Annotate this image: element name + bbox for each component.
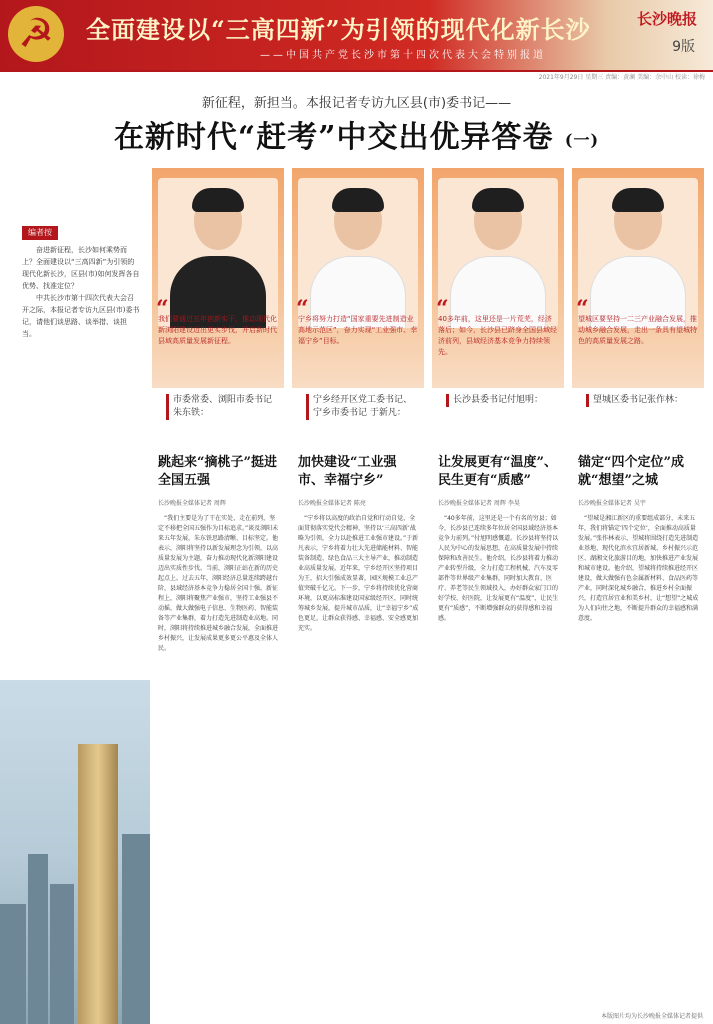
- column-title: 让发展更有“温度”、民生更有“质感”: [438, 455, 557, 488]
- interviewee-role: 市委常委、浏阳市委书记朱东铁：: [166, 394, 276, 420]
- page-headline: [0, 112, 713, 156]
- interviewee-role: 宁乡经开区党工委书记、宁乡市委书记 于新凡：: [306, 394, 416, 420]
- tower-building: [78, 744, 118, 1024]
- headline-number: (一): [564, 130, 600, 150]
- article-body: “40多年前，这里还是一个有名的穷县；如今，长沙县已连续多年位居全国县域经济基本竞争力前列。”付旭明感慨道。长沙县将坚持以人民为中心的发展思想，在高质量发展中持续保障和改善民生。他介绍，长沙县将着力推动产业转型升级，全力打造工程机械、汽车及零部件等世界级产业集群，同时加大教育、医疗、养老等民生领域投入，办好群众家门口的好学校、好医院，让发展更有“温度”，让民生更有“质感”，不断增强群众的获得感和幸福感。: [438, 515, 559, 622]
- article-body: “宁乡将以高度的政治自觉和行动自觉，全面贯彻落实党代会精神，坚持以‘三高四新’战略为引领，全力以赴推进工业强市建设。”于新凡表示，宁乡将着力壮大先进储能材料、智能装备制造、绿色食品三大主导产业，推动制造业高质量发展。近年来，宁乡经开区坚持项目为王，招大引强成效显著，园区规模工业总产值突破千亿元。下一步，宁乡将持续优化营商环境，以更高标准建设国家级经开区，同时统筹城乡发展，提升城市品质，让“幸福宁乡”成色更足，让群众获得感、幸福感、安全感更加充实。: [298, 515, 419, 632]
- banner-title: 全面建设以“三高四新”为引领的现代化新长沙: [86, 15, 591, 44]
- interviewee-role: 望城区委书记张作林：: [586, 394, 696, 407]
- column-title: 加快建设“工业强市、幸福宁乡”: [298, 455, 397, 488]
- headline-kicker: 新征程，新担当。本报记者专访九区县(市)委书记——: [201, 96, 512, 111]
- portrait-photo: [438, 178, 558, 328]
- headline-text: 在新时代“赶考”中交出优异答卷: [113, 120, 554, 155]
- column-title: 锚定“四个定位”成就“想望”之城: [578, 455, 684, 488]
- editor-note-tag: 编者按: [22, 226, 58, 240]
- portrait-photo: [158, 178, 278, 328]
- quote-icon: “: [296, 296, 309, 322]
- party-emblem-icon: ☭: [8, 6, 64, 62]
- page-edition: 9版: [672, 39, 695, 55]
- article-body: “望城是湘江新区的重要组成部分，未来五年，我们将锚定‘四个定位’，全面推动高质量发展。”张作林表示，望城将围绕打造先进制造业基地、现代化滨水宜居新城、乡村振兴示范区、湖湘文化旅游目的地，加快推进产业发展和城市建设。他介绍，望城将持续推进经开区建设，做大做强有色金属新材料、食品医药等产业，同时深化城乡融合，推进乡村全面振兴，打造宜居宜业和美乡村，让“想望”之城成为人们向往之地，不断提升群众的幸福感和满意度。: [578, 515, 699, 622]
- byline: 长沙晚报全媒体记者 周辉: [158, 500, 226, 507]
- header-banner: [0, 0, 713, 70]
- byline: 长沙晚报全媒体记者 吴宇: [578, 500, 646, 507]
- issue-meta: 2021年9月29日 星期三 责编：黄澜 美编：余中山 校读：徐梅: [538, 74, 705, 81]
- quote-icon: “: [436, 296, 449, 322]
- pull-quote: 宁乡将努力打造“国家重要先进制造业高地示范区”，奋力实现“工业强市、幸福宁乡”目标。: [298, 315, 418, 345]
- portrait-photo: [578, 178, 698, 328]
- editor-note-paragraph: 中共长沙市第十四次代表大会召开之际，本报记者专访九区县(市)委书记，请他们谈思路、谈举措、谈担当。: [22, 294, 140, 338]
- editor-note: [22, 226, 140, 340]
- pull-quote: 40多年前，这里还是一片荒芜，经济落后；如今，长沙县已跻身全国县域经济前列，县域经济基本竞争力持续领先。: [438, 315, 557, 356]
- editor-note-paragraph: 奋进新征程，长沙如何乘势而上？全面建设以“三高四新”为引领的现代化新长沙，区县(市)如何发挥各自优势、找准定位？: [22, 246, 140, 290]
- pull-quote: 望城区要坚持一二三产业融合发展，推动城乡融合发展，走出一条具有望城特色的高质量发展之路。: [578, 315, 697, 345]
- quote-icon: “: [576, 296, 589, 322]
- photo-credit: 本版图片均为长沙晚报全媒体记者提供: [600, 1013, 703, 1020]
- column-title: 跳起来“摘桃子”挺进全国五强: [158, 455, 277, 488]
- portrait-photo: [298, 178, 418, 328]
- byline: 长沙晚报全媒体记者 陈亮: [298, 500, 366, 507]
- pull-quote: 我们要通过五年创新实干，推动现代化新浏阳建设迈出更实步伐，开启新时代县域高质量发展新征程。: [158, 315, 277, 345]
- article-body: “我们主要是为了干在实处、走在前列，坚定不移把全国五强作为目标追求。”谈及浏阳未来五年发展，朱东铁思路清晰、目标坚定。他表示，浏阳将坚持以新发展理念为引领，以高质量发展为主题，奋力推动现代化新浏阳建设迈出实质性步伐。当前，浏阳正站在新的历史起点上。过去五年，浏阳经济总量连续跨越台阶，县域经济基本竞争力稳居全国十强。新征程上，浏阳将聚焦产业强市，坚持工业强县不动摇，做大做强电子信息、生物医药、智能装备等产业集群，着力打造先进制造业高地。同时，浏阳将持续推进城乡融合发展，全面推进乡村振兴，让发展成果更多更公平惠及全体人民。: [158, 515, 279, 652]
- interviewee-role: 长沙县委书记付旭明：: [446, 394, 556, 407]
- city-skyline-photo: [0, 680, 150, 1024]
- byline: 长沙晚报全媒体记者 周辉 李昊: [438, 500, 520, 507]
- quote-icon: “: [156, 296, 169, 322]
- newspaper-brand: 长沙晚报: [636, 10, 697, 28]
- banner-subtitle: ——中国共产党长沙市第十四次代表大会特别报道: [260, 50, 546, 61]
